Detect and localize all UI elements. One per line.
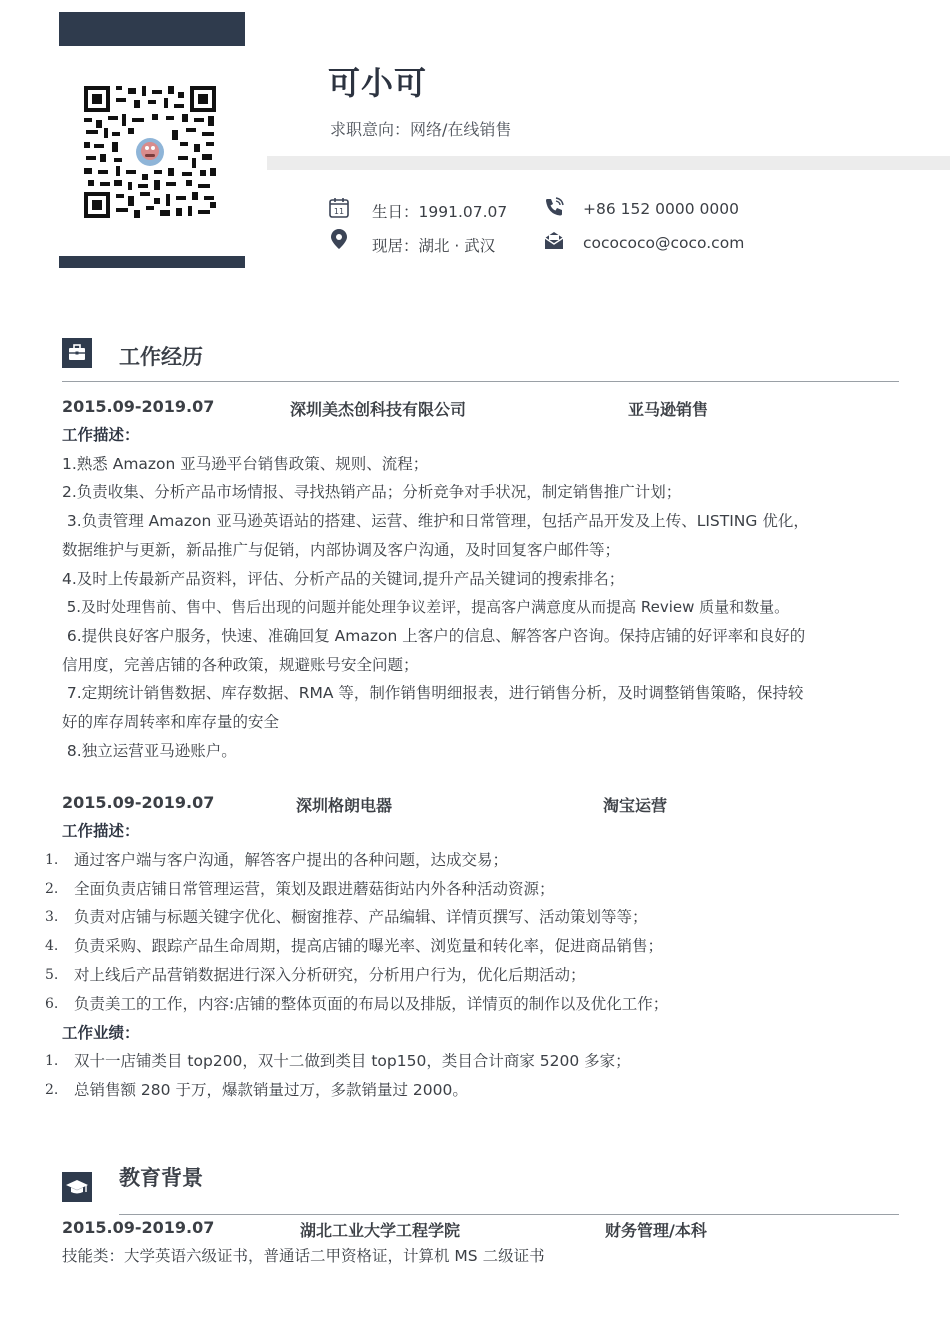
job-1-company: 深圳美杰创科技有限公司 bbox=[290, 400, 467, 419]
phone-icon bbox=[543, 196, 565, 218]
calendar-icon-day: 11 bbox=[333, 207, 345, 216]
list-item bbox=[45, 903, 668, 932]
job-1-line: 7.定期统计销售数据、库存数据、RMA 等，制作销售明细报表，进行销售分析，及时调整销售策略，保持较 bbox=[62, 684, 804, 703]
job-1-line: 数据维护与更新，新品推广与促销，内部协调及客户沟通，及时回复客户邮件等； bbox=[62, 540, 621, 559]
job-2-desc-label: 工作描述： bbox=[62, 822, 140, 840]
education-major: 财务管理/本科 bbox=[605, 1221, 707, 1240]
job-1-line: 信用度，完善店铺的各种政策，规避账号安全问题； bbox=[62, 655, 419, 674]
list-item bbox=[45, 990, 668, 1019]
section-title-education: 教育背景 bbox=[119, 1166, 203, 1190]
header-divider-stripe bbox=[267, 156, 950, 170]
location: 现居：湖北 · 武汉 bbox=[372, 237, 496, 255]
list-item-text: 全面负责店铺日常管理运营，策划及跟进蘑菇街站内外各种活动资源； bbox=[74, 879, 555, 898]
job-2-company: 深圳格朗电器 bbox=[296, 796, 393, 815]
birthday: 生日：1991.07.07 bbox=[372, 203, 508, 221]
list-item-text: 负责美工的工作，内容:店铺的整体页面的布局以及排版，详情页的制作以及优化工作； bbox=[74, 994, 669, 1013]
job-intent: 求职意向：网络/在线销售 bbox=[330, 120, 512, 139]
list-item-number: 6. bbox=[45, 995, 59, 1012]
list-item-text: 负责对店铺与标题关键字优化、橱窗推荐、产品编辑、详情页撰写、活动策划等等； bbox=[74, 908, 648, 927]
qr-code bbox=[82, 84, 218, 220]
job-1-line: 好的库存周转率和库存量的安全 bbox=[62, 713, 280, 732]
list-item bbox=[45, 875, 668, 904]
job-1-date: 2015.09-2019.07 bbox=[62, 397, 215, 416]
list-item-text: 双十一店铺类目 top200，双十二做到类目 top150，类目合计商家 5200 多家； bbox=[74, 1052, 631, 1070]
job-2-perf-label: 工作业绩： bbox=[62, 1024, 140, 1042]
job-1-line: 5.及时处理售前、售中、售后出现的问题并能处理争议差评，提高客户满意度从而提高 Review 质量和数量。 bbox=[62, 598, 790, 617]
job-1-role: 亚马逊销售 bbox=[628, 400, 709, 419]
section-divider-work bbox=[62, 381, 899, 382]
list-item-number: 1. bbox=[45, 1053, 59, 1069]
email-address: cocococo@coco.com bbox=[583, 234, 745, 252]
job-2-role: 淘宝运营 bbox=[603, 796, 668, 815]
list-item bbox=[45, 1076, 631, 1105]
education-date: 2015.09-2019.07 bbox=[62, 1218, 215, 1237]
list-item-text: 总销售额 280 于万，爆款销量过万，多款销量过 2000。 bbox=[74, 1080, 468, 1099]
list-item-text: 负责采购、跟踪产品生命周期，提高店铺的曝光率、浏览量和转化率，促进商品销售； bbox=[74, 937, 664, 956]
job-1-line: 2.负责收集、分析产品市场情报、寻找热销产品；分析竞争对手状况，制定销售推广计划； bbox=[62, 483, 682, 502]
list-item-number: 1. bbox=[45, 852, 59, 868]
list-item-text: 对上线后产品营销数据进行深入分析研究，分析用户行为，优化后期活动； bbox=[74, 965, 586, 984]
email-icon bbox=[543, 229, 565, 251]
job-1-line: 3.负责管理 Amazon 亚马逊英语站的搭建、运营、维护和日常管理，包括产品开发及上传、LISTING 优化， bbox=[62, 512, 809, 531]
job-2-perf-list bbox=[45, 1047, 631, 1104]
education-school: 湖北工业大学工程学院 bbox=[300, 1221, 461, 1240]
section-divider-education bbox=[119, 1214, 899, 1215]
list-item-number: 5. bbox=[45, 966, 59, 983]
header-bottom-bar bbox=[59, 256, 245, 268]
phone-number: +86 152 0000 0000 bbox=[583, 200, 739, 218]
list-item bbox=[45, 1047, 631, 1076]
candidate-name: 可小可 bbox=[328, 64, 428, 102]
job-2-desc-list bbox=[45, 846, 668, 1018]
briefcase-icon bbox=[62, 338, 92, 368]
job-1-line: 8.独立运营亚马逊账户。 bbox=[62, 741, 237, 760]
list-item-number: 3. bbox=[45, 909, 59, 926]
job-1-desc-label: 工作描述： bbox=[62, 426, 140, 444]
list-item-number: 2. bbox=[45, 880, 59, 897]
job-1-description bbox=[62, 421, 907, 765]
list-item-number: 2. bbox=[45, 1081, 59, 1098]
location-pin-icon bbox=[328, 228, 350, 250]
list-item bbox=[45, 846, 668, 875]
list-item bbox=[45, 961, 668, 990]
list-item-text: 通过客户端与客户沟通，解答客户提出的各种问题，达成交易； bbox=[74, 851, 509, 869]
section-title-work: 工作经历 bbox=[119, 345, 203, 369]
header-top-bar bbox=[59, 12, 245, 46]
graduation-cap-icon bbox=[62, 1172, 92, 1202]
list-item bbox=[45, 932, 668, 961]
job-1-line: 6.提供良好客户服务，快速、准确回复 Amazon 上客户的信息、解答客户咨询。保持店铺的好评率和良好的 bbox=[62, 626, 806, 645]
list-item-number: 4. bbox=[45, 938, 59, 955]
education-skills: 技能类：大学英语六级证书，普通话二甲资格证，计算机 MS 二级证书 bbox=[62, 1247, 545, 1265]
job-1-line: 1.熟悉 Amazon 亚马逊平台销售政策、规则、流程； bbox=[62, 454, 429, 473]
job-2-date: 2015.09-2019.07 bbox=[62, 793, 215, 812]
calendar-icon bbox=[328, 197, 350, 219]
job-1-line: 4.及时上传最新产品资料，评估、分析产品的关键词,提升产品关键词的搜索排名； bbox=[62, 569, 625, 588]
